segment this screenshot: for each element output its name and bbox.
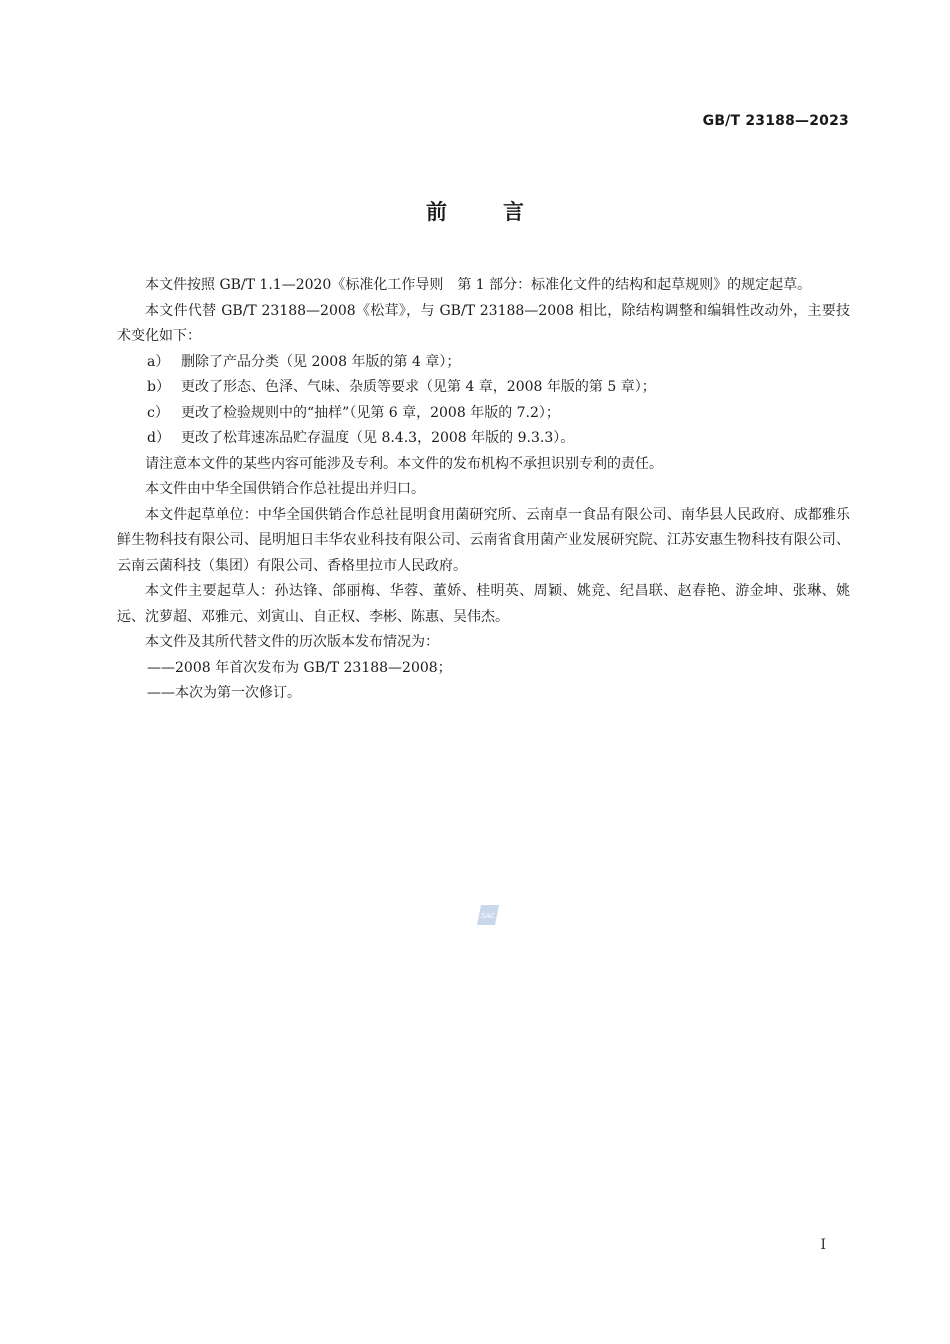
list-item-mark: c） bbox=[147, 404, 169, 421]
sac-watermark-logo bbox=[475, 903, 501, 927]
list-item-mark: a） bbox=[147, 353, 170, 370]
list-item-mark: d） bbox=[147, 430, 170, 446]
standard-code: GB/T 23188—2023 bbox=[702, 113, 849, 129]
list-item-text: 删除了产品分类（见 2008 年版的第 4 章）； bbox=[181, 353, 461, 370]
list-item bbox=[117, 401, 850, 427]
list-item bbox=[117, 426, 850, 452]
paragraph-drafting-units: 本文件起草单位：中华全国供销合作总社昆明食用菌研究所、云南卓一食品有限公司、南华县人民政府、成都雅乐鲜生物科技有限公司、昆明旭日丰华农业科技有限公司、云南省食用菌产业发展研究院、江苏安惠生物科技有限公司、云南云菌科技（集团）有限公司、香格里拉市人民政府。 bbox=[117, 506, 850, 574]
list-item-text: 更改了松茸速冻品贮存温度（见 8.4.3，2008 年版的 9.3.3）。 bbox=[181, 430, 575, 446]
page-title: 前言 bbox=[426, 200, 580, 224]
paragraph-replacement: 本文件代替 GB/T 23188—2008《松茸》，与 GB/T 23188—2008 相比，除结构调整和编辑性改动外，主要技术变化如下： bbox=[117, 302, 850, 344]
paragraph-drafting-rules: 本文件按照 GB/T 1.1—2020《标准化工作导则 第 1 部分：标准化文件的结构和起草规则》的规定起草。 bbox=[145, 277, 812, 293]
svg-text:SAC: SAC bbox=[480, 912, 496, 920]
history-item: ——本次为第一次修订。 bbox=[147, 685, 301, 701]
paragraph-proposer: 本文件由中华全国供销合作总社提出并归口。 bbox=[145, 481, 425, 497]
paragraph-drafters: 本文件主要起草人：孙达锋、郃丽梅、华蓉、董娇、桂明英、周颖、姚竞、纪昌联、赵春艳、游金坤、张琳、姚远、沈萝超、邓雅元、刘寅山、自正权、李彬、陈惠、吴伟杰。 bbox=[117, 583, 850, 625]
list-item bbox=[117, 375, 850, 401]
history-item: ——2008 年首次发布为 GB/T 23188—2008； bbox=[147, 659, 452, 676]
list-item-mark: b） bbox=[147, 379, 170, 395]
list-item bbox=[117, 350, 850, 376]
document-body bbox=[117, 273, 850, 707]
paragraph-patent-notice: 请注意本文件的某些内容可能涉及专利。本文件的发布机构不承担识别专利的责任。 bbox=[145, 455, 663, 472]
page-number: I bbox=[820, 1237, 826, 1253]
paragraph-version-history: 本文件及其所代替文件的历次版本发布情况为： bbox=[145, 634, 439, 650]
list-item-text: 更改了检验规则中的“抽样”（见第 6 章，2008 年版的 7.2）； bbox=[181, 404, 560, 421]
list-item-text: 更改了形态、色泽、气味、杂质等要求（见第 4 章，2008 年版的第 5 章）； bbox=[181, 379, 656, 395]
